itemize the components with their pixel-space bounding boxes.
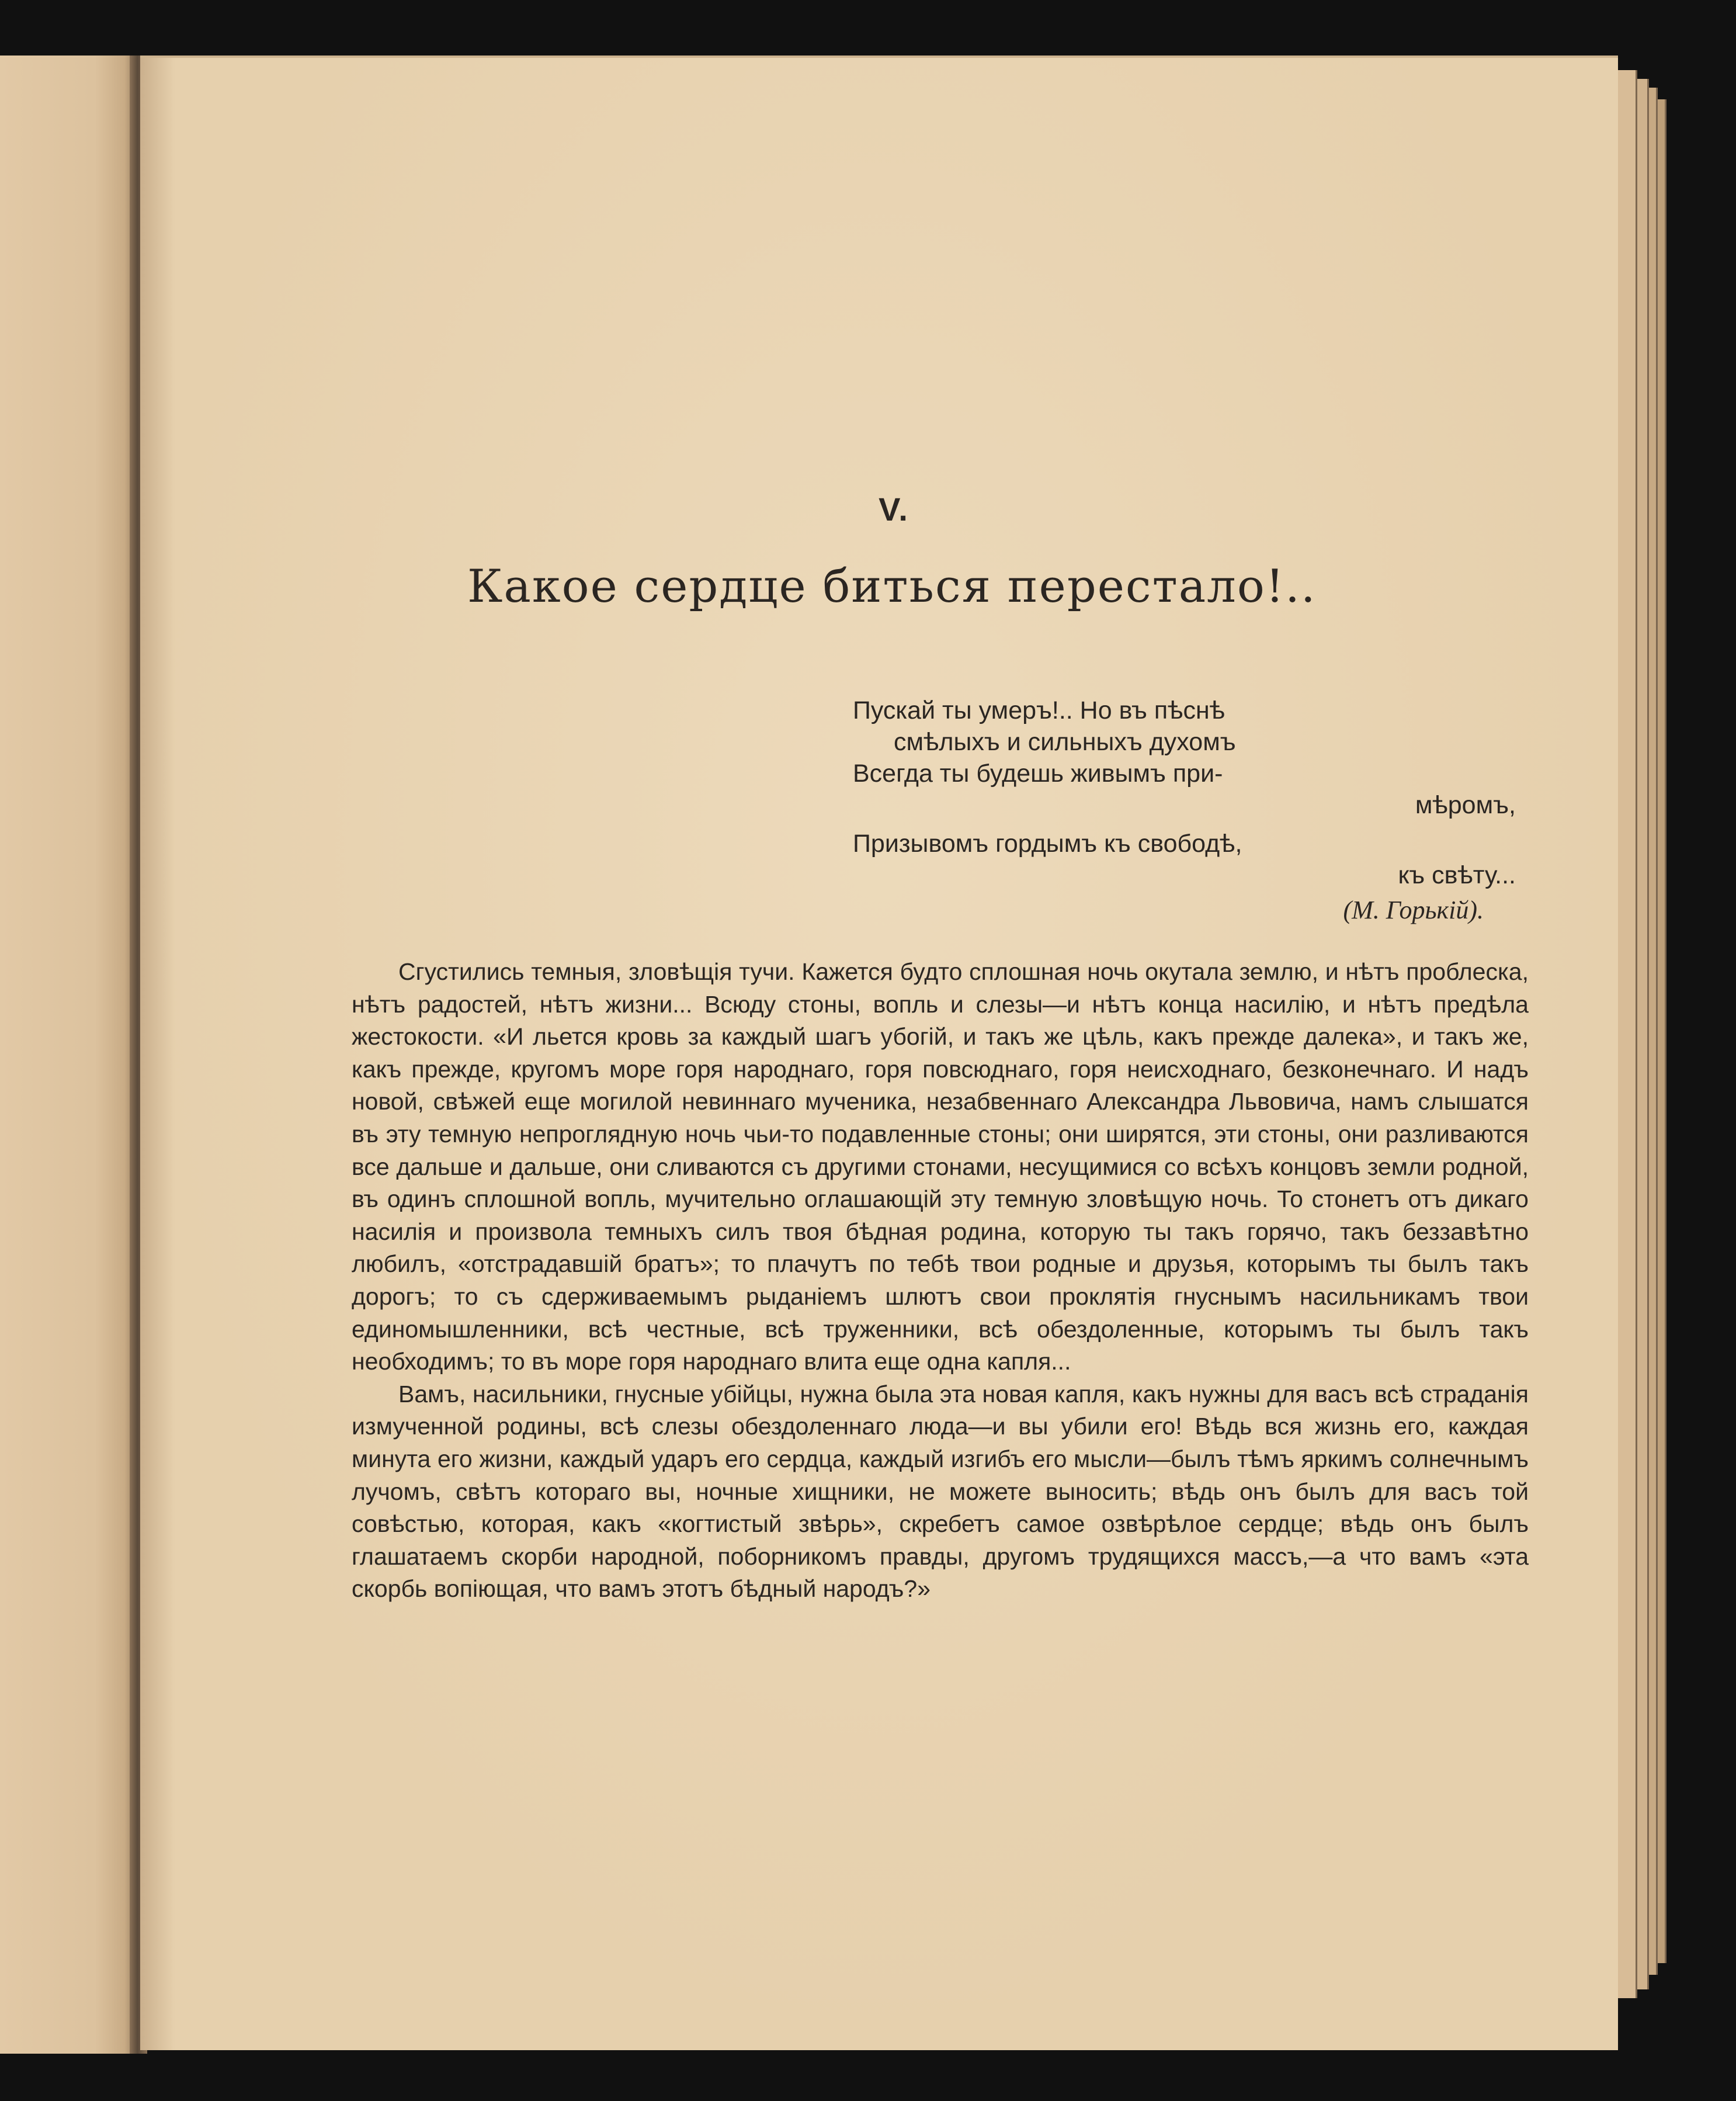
paragraph: Вамъ, насильники, гнусные убійцы, нужна была эта новая капля, какъ нужны для васъ всѣ страданія измученной родины, всѣ слезы обездоленнаго люда—и вы убили его! Вѣдь вся жизнь его, каждая минута его жизни, каждый ударъ его сердца, каждый изгибъ его мысли—былъ тѣмъ яркимъ солнечнымъ лучомъ, свѣтъ котораго вы, ночные хищники, не можете выносить; вѣдь онъ былъ для васъ той совѣстью, которая, какъ «когтистый звѣрь», скребетъ самое озвѣрѣлое сердце; вѣдь онъ былъ глашатаемъ скорби народной, поборникомъ правды, другомъ трудящихся массъ,—а что вамъ «эта скорбь вопіющая, что вамъ этотъ бѣдный народъ?» — [352, 1380, 1529, 1603]
paragraph: Сгустились темныя, зловѣщія тучи. Кажется будто сплошная ночь окутала землю, и нѣтъ проблеска, нѣтъ радостей, нѣтъ жизни... Всюду стоны, вопль и слезы—и нѣтъ конца насилію, и нѣтъ предѣла жестокости. «И льется кровь за каждый шагъ убогій, и такъ же цѣль, какъ прежде далека», и такъ же, какъ прежде, кругомъ море горя народнаго, горя повсюднаго, горя неисходнаго, безконечнаго. И надъ новой, свѣжей еще могилой невиннаго мученика, незабвеннаго Александра Львовича, намъ слышатся въ эту темную непроглядную ночь чьи-то подавленные стоны; они ширятся, эти стоны, они разливаются все дальше и дальше, они сливаются съ другими стонами, несущимися со всѣхъ концовъ земли родной, въ одинъ сплошной вопль, мучительно оглашающій эту темную зловѣщую ночь. То стонетъ отъ дикаго насилія и произвола темныхъ силъ твоя бѣдная родина, которую ты такъ горячо, такъ беззавѣтно любилъ, «отстрадавшій братъ»; то плачутъ по тебѣ твои родные и друзья, которымъ ты былъ такъ дорогъ; то съ сдерживаемымъ рыданіемъ шлютъ свои проклятія гнуснымъ насильникамъ твои единомышленники, всѣ честные, всѣ труженники, всѣ обездоленные, которымъ ты былъ такъ необходимъ; то въ море горя народнаго влита еще одна капля... — [352, 958, 1529, 1375]
epigraph-attribution: (М. Горькій). — [1343, 896, 1484, 924]
epigraph-line: Пускай ты умеръ!.. Но въ пѣснѣ — [853, 696, 1225, 724]
epigraph-line: мѣромъ, — [1415, 791, 1516, 819]
page-content — [140, 58, 1618, 2050]
epigraph-line: Призывомъ гордымъ къ свободѣ, — [853, 830, 1242, 858]
previous-page-edge — [0, 56, 136, 2054]
body-text — [352, 956, 1529, 1606]
epigraph-line: смѣлыхъ и сильныхъ духомъ — [894, 728, 1236, 756]
epigraph-line: къ свѣту... — [1398, 861, 1516, 889]
epigraph-line: Всегда ты будешь живымъ при- — [853, 760, 1223, 788]
epigraph — [853, 695, 1525, 926]
chapter-number: V. — [879, 491, 909, 528]
chapter-title: Какое сердце биться перестало!.. — [467, 560, 1317, 613]
book-page — [140, 56, 1618, 2050]
